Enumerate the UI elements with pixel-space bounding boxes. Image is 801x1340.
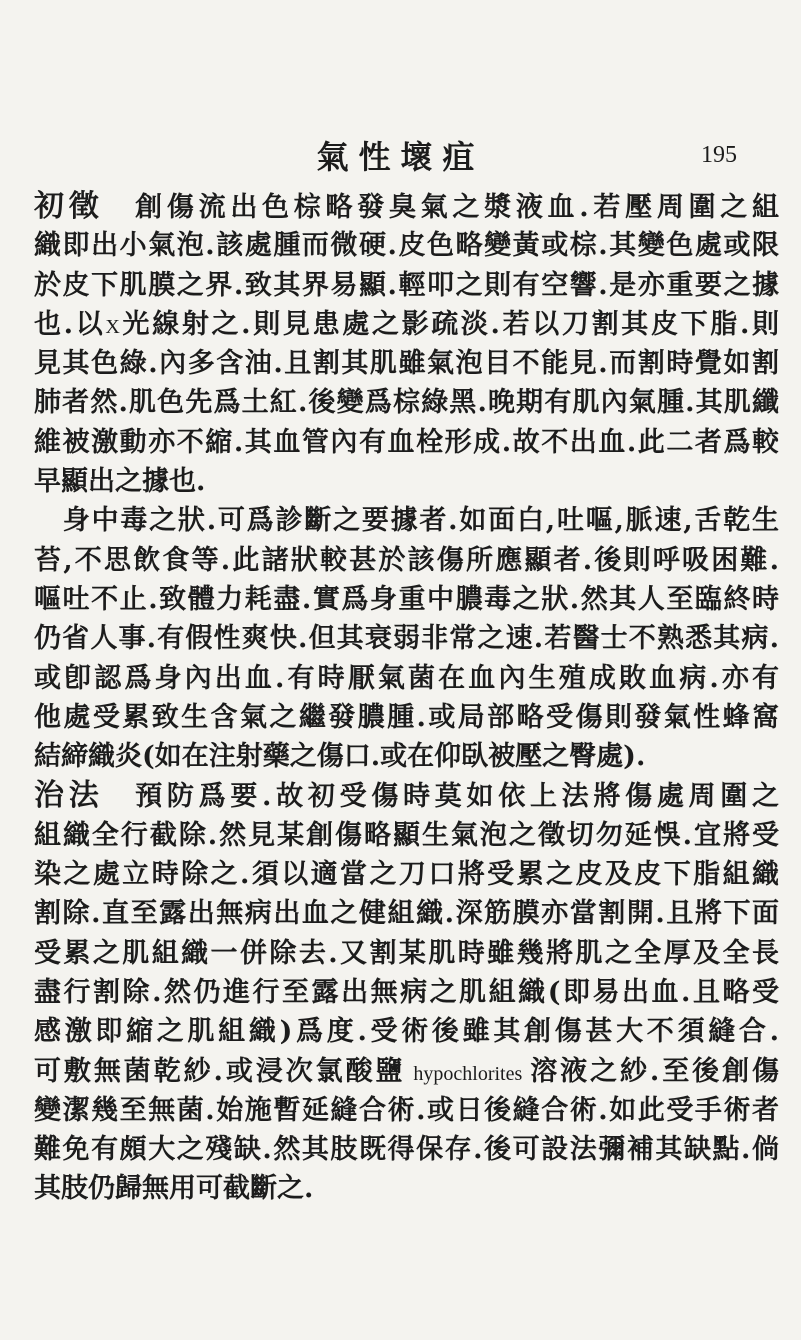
text-run: 難免有頗大之殘缺.然其肢既得保存.後可設法彌補其缺點.倘	[34, 1134, 779, 1166]
text-line	[34, 816, 779, 855]
text-line	[34, 855, 779, 894]
text-run: 身中毒之狀.可爲診斷之要據者.如面白,吐嘔,脈速,舌乾生	[34, 505, 779, 537]
text-run: 溶液之紗.至後創傷	[530, 1055, 780, 1087]
text-line	[34, 423, 779, 462]
text-line	[34, 973, 779, 1012]
text-line	[34, 501, 779, 540]
text-line	[34, 1091, 779, 1130]
text-run: 光線射之.則見患處之影疏淡.若以刀割其皮下脂.則	[119, 308, 780, 340]
page-header	[0, 132, 801, 176]
text-run: 盡行割除.然仍進行至露出無病之肌組織(即易出血.且略受	[34, 976, 779, 1008]
text-run: 結締織炎(如在注射藥之傷口.或在仰臥被壓之臀處).	[34, 741, 646, 773]
text-run: 組織全行截除.然見某創傷略顯生氣泡之徵切勿延悞.宜將受	[34, 819, 779, 851]
text-run: 可敷無菌乾紗.或浸次氯酸鹽	[34, 1055, 406, 1087]
body-text	[34, 187, 779, 1209]
text-line	[34, 934, 779, 973]
text-run: 早顯出之據也.	[34, 466, 206, 498]
section-heading: 治法	[34, 778, 104, 814]
text-line	[34, 266, 779, 305]
text-run: 也.以	[34, 308, 106, 340]
text-run: 肺者然.肌色先爲土紅.後變爲棕綠黑.晚期有肌內氣腫.其肌纖	[34, 387, 779, 419]
text-line	[34, 1130, 779, 1169]
text-run: 創傷流出色棕略發臭氣之漿液血.若壓周圍之組	[103, 192, 780, 223]
text-run: hypochlorites	[405, 1062, 531, 1085]
text-run: 織即出小氣泡.該處腫而微硬.皮色略變黃或棕.其變色處或限	[34, 230, 779, 262]
text-run: 受累之肌組織一併除去.又割某肌時雖幾將肌之全厚及全長	[34, 937, 779, 969]
text-line	[34, 462, 779, 501]
text-line	[34, 541, 779, 580]
text-line	[34, 1052, 779, 1091]
text-run: 苔,不思飲食等.此諸狀較甚於該傷所應顯者.後則呼吸困難.	[34, 544, 779, 576]
text-run: 預防爲要.故初受傷時莫如依上法將傷處周圍之	[103, 781, 780, 813]
page-number: 195	[701, 142, 737, 168]
text-run: 於皮下肌膜之界.致其界易顯.輕叩之則有空響.是亦重要之據	[34, 269, 779, 301]
text-line	[34, 580, 779, 619]
text-run: 其肢仍歸無用可截斷之.	[34, 1173, 314, 1205]
text-run: 他處受累致生含氣之繼發膿腫.或局部略受傷則發氣性蜂窩	[34, 701, 779, 733]
text-run: 仍省人事.有假性爽快.但其衰弱非常之速.若醫士不熟悉其病.	[34, 623, 779, 655]
chapter-title: 氣性壞疽	[316, 138, 485, 176]
text-line	[34, 305, 779, 344]
section-heading: 初徵	[34, 189, 104, 224]
text-line	[34, 226, 779, 265]
text-run: 嘔吐不止.致體力耗盡.實爲身重中膿毒之狀.然其人至臨終時	[34, 583, 779, 615]
text-run: 割除.直至露出無病出血之健組織.深筋膜亦當割開.且將下面	[34, 898, 779, 930]
text-line	[34, 894, 779, 933]
text-run: 染之處立時除之.須以適當之刀口將受累之皮及皮下脂組織	[34, 859, 779, 891]
text-line	[34, 1169, 779, 1208]
text-run: 變潔幾至無菌.始施暫延縫合術.或日後縫合術.如此受手術者	[34, 1094, 779, 1126]
text-line	[34, 619, 779, 658]
text-line	[34, 344, 779, 383]
text-run: X	[105, 315, 120, 338]
text-run: 感激即縮之肌組織)爲度.受術後雖其創傷甚大不須縫合.	[34, 1016, 779, 1048]
text-line	[34, 383, 779, 422]
text-line	[34, 776, 779, 815]
text-run: 維被激動亦不縮.其血管內有血栓形成.故不出血.此二者爲較	[34, 426, 779, 458]
text-line	[34, 737, 779, 776]
text-line	[34, 1012, 779, 1051]
text-line	[34, 659, 779, 698]
text-run: 見其色綠.內多含油.且割其肌雖氣泡目不能見.而割時覺如割	[34, 348, 779, 380]
text-line	[34, 187, 779, 226]
text-line	[34, 698, 779, 737]
text-run: 或卽認爲身內出血.有時厭氣菌在血內生殖成敗血病.亦有	[34, 662, 779, 694]
